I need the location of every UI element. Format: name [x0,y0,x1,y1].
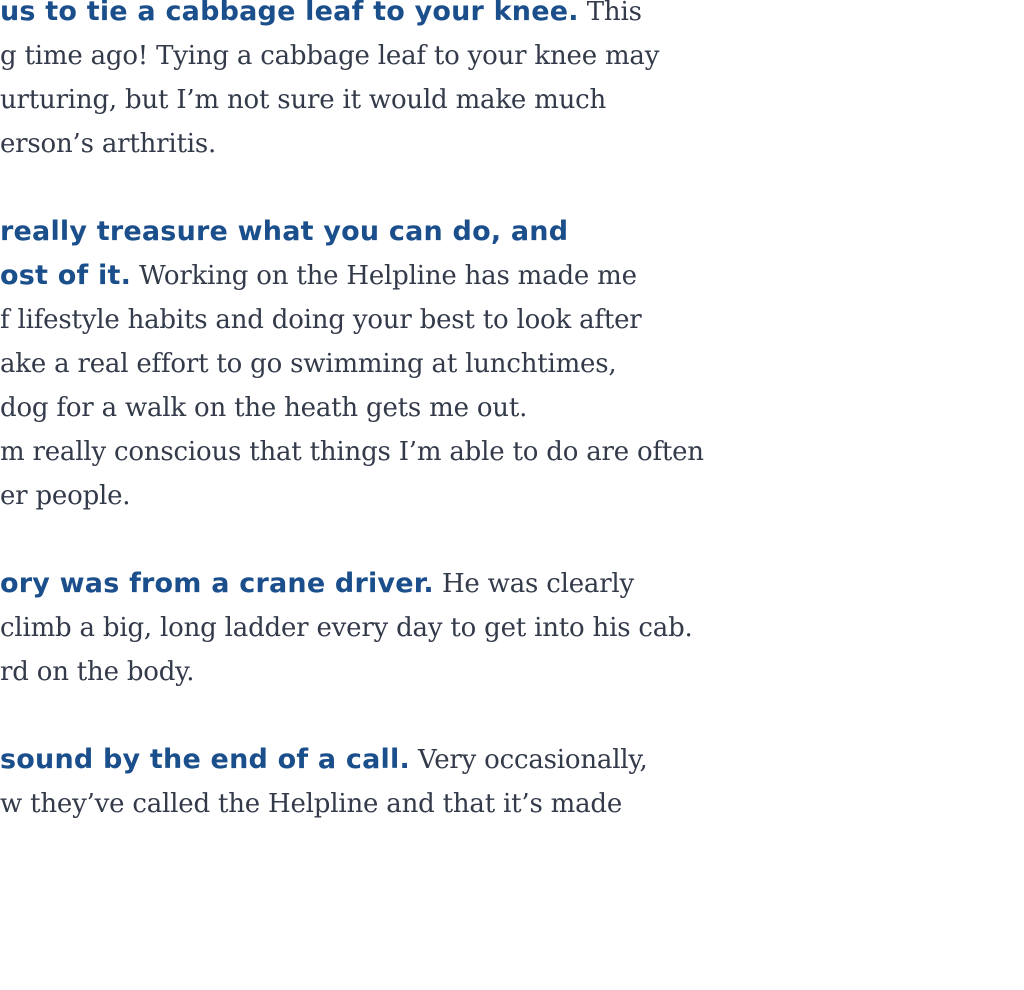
text-line [0,298,642,342]
body-text: g time ago! Tying a cabbage leaf to your knee may [0,41,660,71]
body-text: Working on the Helpline has made me [131,261,637,291]
text-line [0,650,194,694]
text-line [0,782,622,826]
body-text: urturing, but I’m not sure it would make much [0,85,607,115]
paragraph-heading: sound by the end of a call. [0,744,410,775]
paragraph-heading: ory was from a crane driver. [0,568,434,599]
paragraph-heading: ost of it. [0,260,132,291]
body-text: rd on the body. [0,657,195,687]
body-text: dog for a walk on the heath gets me out. [0,393,528,423]
text-line [0,606,693,650]
body-text: f lifestyle habits and doing your best to look after [0,305,642,335]
paragraph-heading: really treasure what you can do, and [0,216,569,247]
text-line [0,342,616,386]
body-text: ake a real effort to go swimming at lunchtimes, [0,349,617,379]
text-line [0,738,648,782]
text-line [0,0,642,34]
body-text: He was clearly [433,569,635,599]
text-line [0,34,659,78]
text-line [0,122,216,166]
text-line [0,430,704,474]
text-line [0,78,606,122]
text-line [0,474,130,518]
text-line [0,254,637,298]
body-text: er people. [0,481,131,511]
body-text: w they’ve called the Helpline and that it’s made [0,789,623,819]
text-line [0,386,527,430]
text-line [0,562,634,606]
text-line [0,210,568,254]
body-text: m really conscious that things I’m able to do are often [0,437,704,467]
body-text: Very occasionally, [409,745,648,775]
body-text: climb a big, long ladder every day to get into his cab. [0,613,693,643]
body-text: This [578,0,642,27]
body-text: erson’s arthritis. [0,129,217,159]
paragraph-heading: us to tie a cabbage leaf to your knee. [0,0,579,27]
